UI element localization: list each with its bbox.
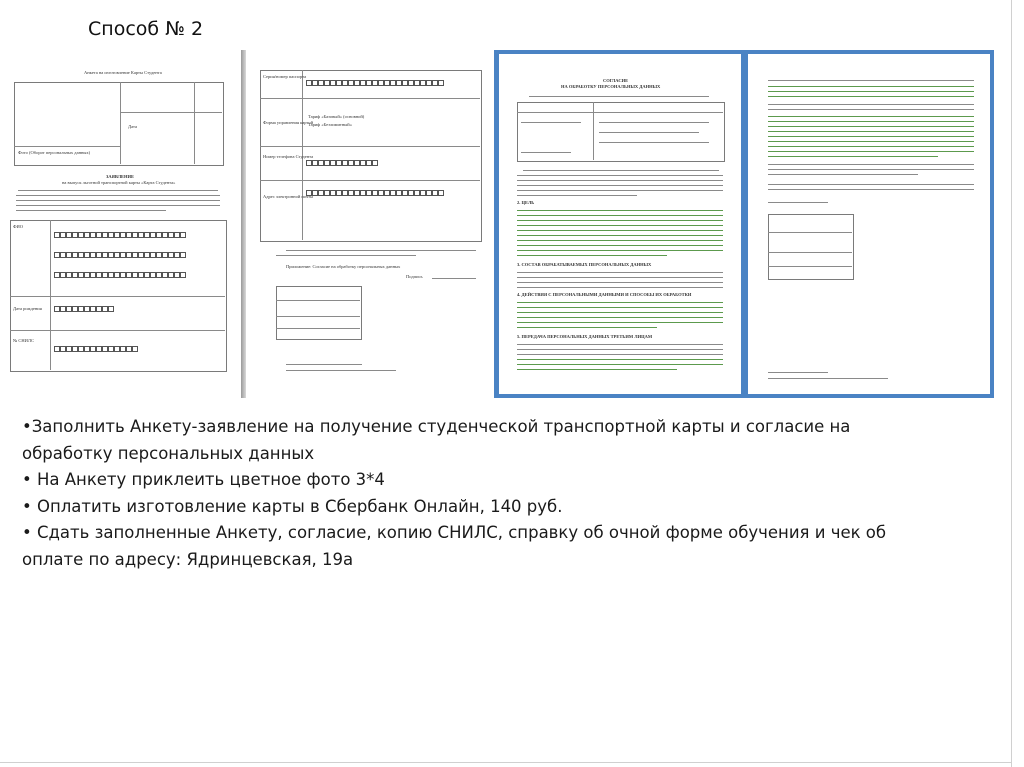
text-line xyxy=(517,287,723,288)
table-rule xyxy=(260,180,480,181)
highlight-line xyxy=(517,215,723,216)
label-series: Серия/номер паспорта xyxy=(263,74,307,79)
highlight-line xyxy=(768,86,974,87)
highlight-line xyxy=(768,126,974,127)
section-actions: 4. ДЕЙСТВИЯ С ПЕРСОНАЛЬНЫМИ ДАННЫМИ И СПОСОБЫ ИХ ОБРАБОТКИ xyxy=(517,292,692,297)
consent-subheading: НА ОБРАБОТКУ ПЕРСОНАЛЬНЫХ ДАННЫХ xyxy=(561,84,661,89)
section-transfer: 5. ПЕРЕДАЧА ПЕРСОНАЛЬНЫХ ДАННЫХ ТРЕТЬИМ ЛИЦАМ xyxy=(517,334,653,339)
text-line xyxy=(517,272,723,273)
table-rule xyxy=(120,112,222,113)
table-rule xyxy=(768,266,852,267)
text-line xyxy=(529,96,709,97)
highlight-line xyxy=(768,151,974,152)
highlight-line xyxy=(517,220,723,221)
text-line xyxy=(517,277,723,278)
table-rule xyxy=(276,328,360,329)
text-line xyxy=(599,122,709,123)
bullet-line: обработку персональных данных xyxy=(22,443,315,463)
table-divider xyxy=(50,220,51,370)
table-rule xyxy=(276,316,360,317)
footnote-line xyxy=(768,378,888,379)
text-line xyxy=(517,180,723,181)
highlight-line xyxy=(517,369,677,370)
consent-heading: СОГЛАСИЕ xyxy=(603,78,629,83)
instructions-text xyxy=(22,414,1002,573)
table-rule xyxy=(14,146,120,147)
text-line xyxy=(517,190,723,191)
highlight-line xyxy=(768,91,974,92)
fio-boxes xyxy=(54,232,186,239)
highlight-line xyxy=(517,327,657,328)
highlight-line xyxy=(517,225,723,226)
table-rule xyxy=(10,296,225,297)
table-rule xyxy=(260,98,480,99)
label-snils: № СНИЛС xyxy=(13,338,34,343)
text-line xyxy=(517,175,723,176)
highlight-line xyxy=(768,146,974,147)
text-line xyxy=(768,202,828,203)
consent-page1 xyxy=(499,54,741,394)
highlight-line xyxy=(517,307,723,308)
label-form: Форма управления картой xyxy=(263,120,314,125)
text-line xyxy=(517,349,723,350)
text-line xyxy=(16,205,220,206)
bullet-line: • Сдать заполненные Анкету, согласие, копию СНИЛС, справку об очной форме обучения и чек об xyxy=(22,523,887,542)
highlight-line xyxy=(768,96,974,97)
highlight-line xyxy=(768,136,974,137)
text-line xyxy=(517,185,723,186)
label-date: Дата xyxy=(128,124,137,129)
text-line xyxy=(16,200,220,201)
text-line xyxy=(768,184,974,185)
text-line xyxy=(276,255,416,256)
highlight-line xyxy=(517,235,723,236)
text-line xyxy=(517,354,723,355)
highlight-line xyxy=(517,230,723,231)
section-data: 3. СОСТАВ ОБРАБАТЫВАЕМЫХ ПЕРСОНАЛЬНЫХ ДАННЫХ xyxy=(517,262,652,267)
table-rule xyxy=(276,300,360,301)
highlight-line xyxy=(517,359,723,360)
signature-line xyxy=(432,278,476,279)
receipt-table xyxy=(768,214,854,280)
table-rule xyxy=(260,146,480,147)
label-phone: Номер телефона Студента xyxy=(263,154,314,159)
label-fio: ФИО xyxy=(13,224,24,229)
highlight-line xyxy=(768,121,974,122)
bullet-line: • Оплатить изготовление карты в Сбербанк Онлайн, 140 руб. xyxy=(22,496,563,516)
table-rule xyxy=(768,252,852,253)
highlight-line xyxy=(517,250,723,251)
option-unlimited: Тариф «Безлимитный» xyxy=(308,122,352,127)
consent-page2 xyxy=(748,54,990,394)
text-line xyxy=(16,210,166,211)
highlight-line xyxy=(768,131,974,132)
receipt-table xyxy=(276,286,362,340)
form-page1-image xyxy=(10,64,228,376)
text-line xyxy=(768,109,974,110)
table-divider xyxy=(194,82,195,164)
form-header-text: Анкета на изготовление Карты Студента xyxy=(84,70,162,75)
highlight-line xyxy=(517,255,667,256)
footnote-line xyxy=(286,370,396,371)
text-line xyxy=(768,104,974,105)
highlight-line xyxy=(517,210,723,211)
highlight-line xyxy=(517,364,723,365)
text-line xyxy=(768,169,974,170)
table-divider xyxy=(120,82,121,164)
fio-boxes xyxy=(54,272,186,279)
text-line xyxy=(18,190,218,191)
text-line xyxy=(286,250,476,251)
consent-doc-image xyxy=(494,50,994,398)
highlight-line xyxy=(517,312,723,313)
table-rule xyxy=(10,330,225,331)
bullet-line: • На Анкету приклеить цветное фото 3*4 xyxy=(22,470,385,489)
text-line xyxy=(768,164,974,165)
section-goal: 2. ЦЕЛЬ xyxy=(517,200,535,205)
slide-frame-bottom xyxy=(0,762,1012,763)
text-line xyxy=(521,122,581,123)
label-birth: Дата рождения xyxy=(13,306,42,311)
birth-boxes xyxy=(54,306,114,313)
highlight-line xyxy=(517,240,723,241)
snils-boxes xyxy=(54,346,138,353)
text-line xyxy=(523,170,719,171)
text-line xyxy=(599,142,709,143)
table-rule xyxy=(517,112,723,113)
option-basic: Тариф «Базовый» (основной) xyxy=(308,114,365,119)
text-line xyxy=(517,195,637,196)
slide-title: Способ № 2 xyxy=(88,18,204,40)
attachment-text: Приложение: Согласие на обработку персональных данных xyxy=(286,264,401,269)
highlight-line xyxy=(768,116,974,117)
form-subheading: на выпуск льготной транспортной карты «Карта Студента» xyxy=(62,180,176,185)
highlight-line xyxy=(768,141,974,142)
series-boxes xyxy=(306,80,444,87)
fio-boxes xyxy=(54,252,186,259)
label-address: Адрес электронной почты xyxy=(263,194,314,199)
text-line xyxy=(517,282,723,283)
signature-label: Подпись xyxy=(406,274,423,279)
footnote-line xyxy=(286,364,362,365)
label-photo: Фото (Оборот персональных данных) xyxy=(18,150,91,155)
highlight-line xyxy=(517,317,723,318)
bullet-line: •Заполнить Анкету-заявление на получение студенческой транспортной карты и согласие на xyxy=(22,417,851,436)
highlight-line xyxy=(517,322,723,323)
footnote-line xyxy=(768,372,828,373)
text-line xyxy=(517,344,723,345)
highlight-line xyxy=(768,156,938,157)
text-line xyxy=(521,152,571,153)
text-line xyxy=(16,195,220,196)
text-line xyxy=(599,132,699,133)
text-line xyxy=(768,189,974,190)
form-heading: ЗАЯВЛЕНИЕ xyxy=(106,174,135,179)
table-rule xyxy=(768,232,852,233)
highlight-line xyxy=(517,302,723,303)
table-divider xyxy=(593,102,594,160)
phone-boxes xyxy=(306,160,378,167)
email-boxes xyxy=(306,190,444,197)
highlight-line xyxy=(517,245,723,246)
text-line xyxy=(768,174,918,175)
form-page2-image xyxy=(246,50,486,398)
text-line xyxy=(768,80,974,81)
bullet-line: оплате по адресу: Ядринцевская, 19а xyxy=(22,549,354,569)
slide-frame-right xyxy=(1011,0,1012,767)
